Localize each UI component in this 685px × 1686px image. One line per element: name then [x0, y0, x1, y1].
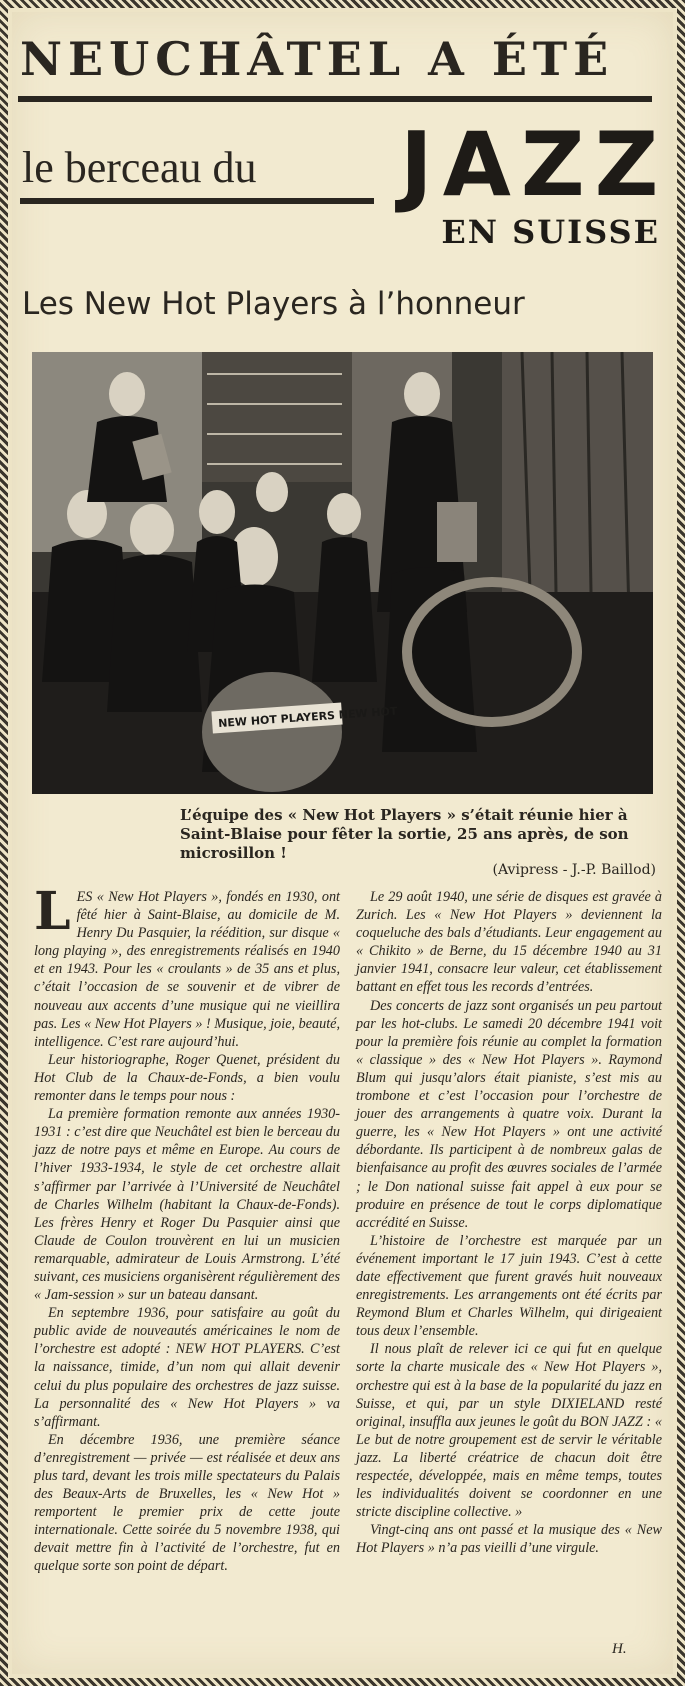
headline-en-suisse: EN SUISSE: [441, 213, 660, 251]
drop-cap: L: [34, 881, 71, 942]
article-paragraph: LES « New Hot Players », fondés en 1930, ont fêté hier à Saint-Blaise, au domicile de M. Henry Du Pasquier, la réédition, sur disque « long playing », des enregistrements réalisés en 1940 et en 1943. Pour les « croulants » de 35 ans et plus, c’était l’occasion de se souvenir et de vibrer de nouveau aux accents d’une musique qui ne vieillira pas. Les « New Hot Players » ! Musique, joie, beauté, intelligence. C’est rare aujourd’hui.: [34, 881, 340, 1050]
article-column-1: [34, 881, 340, 1576]
photo-credit: (Avipress - J.-P. Baillod): [492, 862, 656, 878]
author-signature: H.: [612, 1641, 627, 1657]
headline-rule-bottom: [20, 198, 374, 204]
article-paragraph: La première formation remonte aux années 1930-1931 : c’est dire que Neuchâtel est bien le berceau du jazz de notre pays et même en Europe. Au cours de l’hiver 1933-1934, le style de cet orchestre allait s’affirmer par l’arrivée à l’Université de Neuchâtel de Charles Wilhelm (habitant la Chaux-de-Fonds). Les frères Henry et Roger Du Pasquier ainsi que Claude de Coulon trouvèrent en lui un musicien remarquable, admirateur de Louis Armstrong. L’été suivant, ces musiciens organisèrent régulièrement des « Jam-session » sur un bateau dansant.: [34, 1106, 340, 1304]
drum-label: NEW HOT PLAYERS NEW HOT: [217, 704, 398, 731]
headline-line2: le berceau du: [22, 143, 257, 192]
article-paragraph: Le 29 août 1940, une série de disques est gravée à Zurich. Les « New Hot Players » deviennent la coqueluche des bals d’étudiants. Leur engagement au « Chikito » de Berne, du 15 décembre 1940 au 31 janvier 1941, consacre leur valeur, cet établissement battant en effet tous les records d’entrées.: [356, 889, 662, 996]
subheadline: Les New Hot Players à l’honneur: [22, 286, 525, 322]
article-paragraph: Des concerts de jazz sont organisés un peu partout par les hot-clubs. Le samedi 20 décembre 1941 voit pour la première fois réunie au complet la formation « classique » des « New Hot Players ». Raymond Blum qui jusqu’alors était pianiste, s’est mis au trombone et c’est l’occasion pour l’orchestre de jouer des arrangements à quatre voix. Durant la guerre, les « New Hot Players » ont une activité débordante. Ils participent à de nombreux galas de bienfaisance au profit des œuvres sociales de l’armée ; le Don national suisse fait appel à eux pour se produire en présence de tout le corps diplomatique accrédité en Suisse.: [356, 997, 662, 1231]
article-paragraph: En septembre 1936, pour satisfaire au goût du public avide de nouveautés américaines le nom de l’orchestre est adopté : NEW HOT PLAYERS. C’est la naissance, timide, d’un nom qui allait devenir celui du plus populaire des orchestres de jazz suisse. La personnalité des « New Hot Players » va s’affirmant.: [34, 1305, 340, 1430]
photo-caption: L’équipe des « New Hot Players » s’était réunie hier à Saint-Blaise pour fêter la sortie, 25 ans après, de son microsillon !: [180, 806, 629, 862]
headline-rule-top: [18, 96, 652, 102]
headline-jazz: JAZZ: [400, 113, 669, 216]
article-paragraph: L’histoire de l’orchestre est marquée par un événement important le 17 juin 1943. C’est à cette date effectivement que furent gravés huit nouveaux enregistrements. Les arrangements ont été écrits par Reymond Blum et Charles Wilhelm, qui dirigeaient tous deux l’ensemble.: [356, 1232, 662, 1340]
article-paragraph: Leur historiographe, Roger Quenet, président du Hot Club de la Chaux-de-Fonds, a bien voulu remonter dans le temps pour nous :: [34, 1051, 340, 1105]
article-paragraph: Vingt-cinq ans ont passé et la musique des « New Hot Players » n’a pas vieilli d’une virgule.: [356, 1522, 662, 1557]
article-paragraph: En décembre 1936, une première séance d’enregistrement — privée — est réalisée et deux ans plus tard, devant les trois mille spectateurs du Palais des Beaux-Arts de Bruxelles, les « New Hot » remportent le premier prix de cette joute internationale. Cette soirée du 5 novembre 1938, qui devait mettre fin à l’activité de l’orchestre, fut en quelque sorte son point de départ.: [34, 1431, 340, 1575]
group-photo-illustration: [32, 352, 653, 794]
group-photo: [32, 352, 653, 794]
article-column-2: [356, 888, 662, 1557]
headline-line1: NEUCHÂTEL A ÉTÉ: [20, 32, 615, 86]
article-paragraph: Il nous plaît de relever ici ce qui fut en quelque sorte la charte musicale des « New Hot Players », orchestre qui est à la base de la popularité du jazz en Suisse, et qui, par un style DIXIELAND resté original, insuffla aux jeunes le goût du BON JAZZ : « Le but de notre groupement est de servir le véritable jazz. La liberté créatrice de chacun doit être respectée, développée, mais en même temps, toutes les individualités doivent se coordonner en une stricte discipline collective. »: [356, 1341, 662, 1521]
